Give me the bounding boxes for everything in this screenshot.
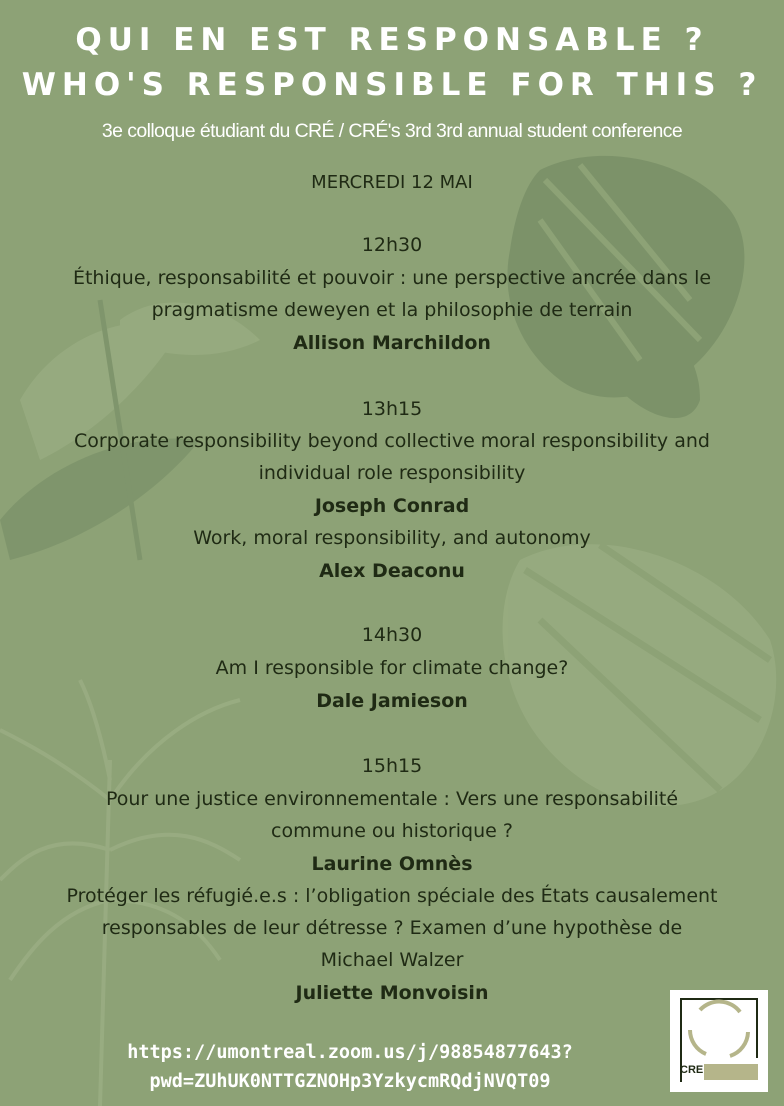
speaker-name: Juliette Monvoisin — [295, 982, 489, 1004]
talk-title-line: pragmatisme deweyen et la philosophie de terrain — [151, 299, 633, 321]
talk-title-line: individual role responsibility — [258, 462, 526, 484]
zoom-link-line1[interactable]: https://umontreal.zoom.us/j/98854877643? — [127, 1042, 573, 1063]
speaker-name: Alex Deaconu — [319, 560, 465, 582]
speaker-name: Allison Marchildon — [293, 332, 491, 354]
zoom-link-line2[interactable]: pwd=ZUhUK0NTTGZNOHp3YzkycmRQdjNVQT09 — [149, 1071, 551, 1092]
speaker-name: Dale Jamieson — [316, 690, 468, 712]
talk-title-line: Corporate responsibility beyond collective moral responsibility and — [74, 430, 710, 452]
talk-title-line: commune ou historique ? — [271, 820, 513, 842]
talk-title-line: Protéger les réfugié.e.s : l’obligation spéciale des États causalement — [66, 885, 718, 907]
title-french: QUI EN EST RESPONSABLE ? — [75, 22, 709, 58]
speaker-name: Joseph Conrad — [314, 495, 470, 517]
cre-logo-label: CRE — [680, 1064, 704, 1076]
event-date: MERCREDI 12 MAI — [311, 172, 473, 193]
talk-title-line: responsables de leur détresse ? Examen d’une hypothèse de — [101, 917, 683, 939]
cre-logo-mark — [670, 990, 768, 1092]
session-time: 15h15 — [361, 755, 423, 777]
speaker-name: Laurine Omnès — [311, 853, 473, 875]
talk-title-line: Am I responsible for climate change? — [215, 657, 569, 679]
cre-logo — [670, 990, 768, 1092]
talk-title-line: Éthique, responsabilité et pouvoir : une perspective ancrée dans le — [72, 267, 712, 289]
talk-title-line: Pour une justice environnementale : Vers une responsabilité — [105, 788, 679, 810]
subtitle: 3e colloque étudiant du CRÉ / CRÉ's 3rd 3rd annual student conference — [101, 120, 683, 142]
session-time: 13h15 — [361, 398, 423, 420]
title-english: WHO'S RESPONSIBLE FOR THIS ? — [21, 67, 763, 103]
talk-title-line: Work, moral responsibility, and autonomy — [193, 527, 591, 549]
talk-title-line: Michael Walzer — [320, 949, 464, 971]
session-time: 12h30 — [361, 234, 423, 256]
session-time: 14h30 — [361, 624, 423, 646]
